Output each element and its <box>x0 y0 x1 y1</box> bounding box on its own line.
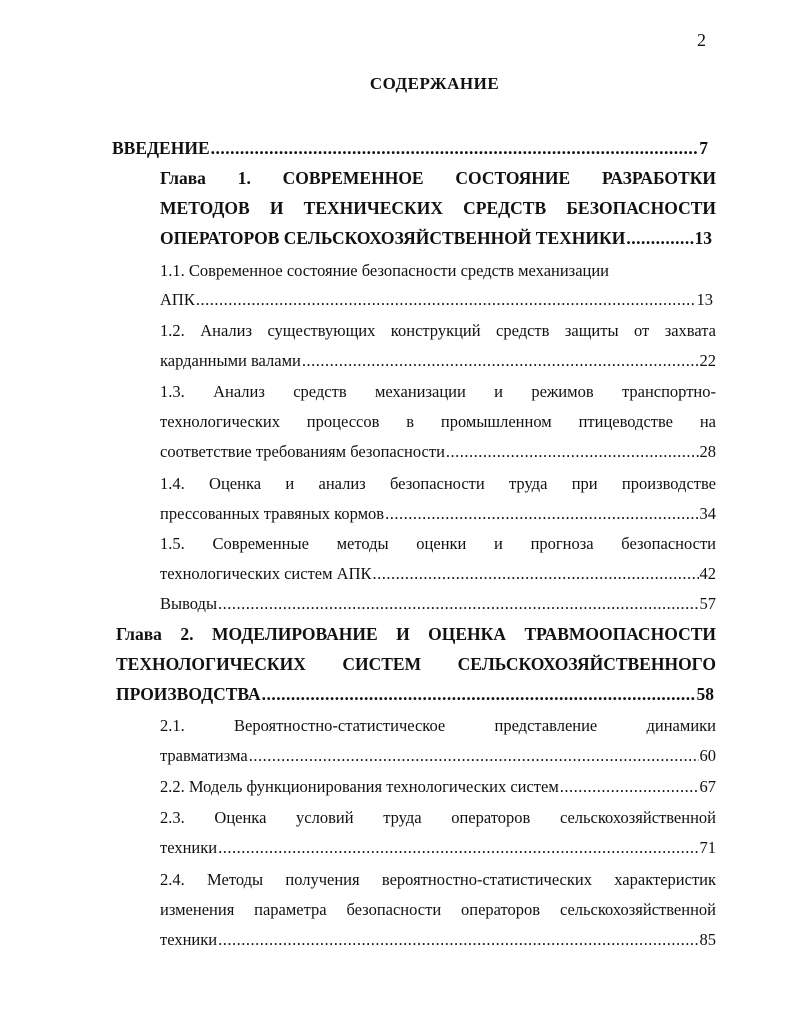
dot-leader <box>385 506 698 523</box>
dot-leader <box>218 840 698 857</box>
section-2-4-line1[interactable]: 2.4. Методы получения вероятностно-статистических характеристик <box>160 870 716 889</box>
chapter2-title-line3[interactable] <box>116 686 714 704</box>
section-1-5-line2[interactable] <box>160 566 716 583</box>
section-1-4-line1[interactable]: 1.4. Оценка и анализ безопасности труда при производстве <box>160 474 716 493</box>
section-1-4-line2[interactable] <box>160 506 716 523</box>
section-2-1-line2[interactable] <box>160 748 716 765</box>
dot-leader <box>218 596 698 613</box>
toc-page: 60 <box>699 746 716 765</box>
toc-page: 13 <box>694 228 712 248</box>
section-2-3-line1[interactable]: 2.3. Оценка условий труда операторов сельскохозяйственной <box>160 808 716 827</box>
toc-page: 57 <box>699 594 716 613</box>
dot-leader <box>446 444 699 461</box>
toc-page: 85 <box>699 930 716 949</box>
dot-leader <box>626 230 693 248</box>
toc-page: 34 <box>699 504 716 523</box>
toc-label: ОПЕРАТОРОВ СЕЛЬСКОХОЗЯЙСТВЕННОЙ ТЕХНИКИ <box>160 228 626 248</box>
dot-leader <box>560 779 699 796</box>
chapter1-title-line2[interactable]: МЕТОДОВ И ТЕХНИЧЕСКИХ СРЕДСТВ БЕЗОПАСНОСТИ <box>160 198 716 218</box>
toc-label: 2.2. Модель функционирования технологических систем <box>160 777 559 796</box>
toc-page: 71 <box>699 838 716 857</box>
section-1-2-line2[interactable] <box>160 353 716 370</box>
chapter2-title-line2[interactable]: ТЕХНОЛОГИЧЕСКИХ СИСТЕМ СЕЛЬСКОХОЗЯЙСТВЕННОГО <box>116 654 716 674</box>
section-2-4-line3[interactable] <box>160 932 716 949</box>
toc-label: соответствие требованиям безопасности <box>160 442 445 461</box>
chapter2-title-line1[interactable]: Глава 2. МОДЕЛИРОВАНИЕ И ОЦЕНКА ТРАВМООПАСНОСТИ <box>116 624 716 644</box>
toc-label: прессованных травяных кормов <box>160 504 385 523</box>
chapter1-title-line3[interactable] <box>160 230 712 248</box>
toc-label: ВВЕДЕНИЕ <box>112 138 210 158</box>
section-1-2-line1[interactable]: 1.2. Анализ существующих конструкций средств защиты от захвата <box>160 321 716 340</box>
toc-page: 7 <box>699 138 708 158</box>
section-2-1-line1[interactable]: 2.1. Вероятностно-статистическое представление динамики <box>160 716 716 735</box>
section-2-2[interactable] <box>160 779 716 796</box>
toc-page: 22 <box>699 351 716 370</box>
dot-leader <box>373 566 699 583</box>
toc-label: АПК <box>160 290 195 309</box>
toc-label: технологических систем АПК <box>160 564 372 583</box>
toc-label: техники <box>160 838 218 857</box>
dot-leader <box>196 292 696 309</box>
dot-leader <box>249 748 699 765</box>
page-title: СОДЕРЖАНИЕ <box>369 74 500 93</box>
toc-page: 67 <box>699 777 716 796</box>
toc-page: 42 <box>699 564 716 583</box>
section-1-1-line1[interactable]: 1.1. Современное состояние безопасности средств механизации <box>160 261 610 280</box>
toc-intro[interactable] <box>112 140 708 158</box>
toc-label: травматизма <box>160 746 248 765</box>
toc-label: техники <box>160 930 218 949</box>
toc-label: ПРОИЗВОДСТВА <box>116 684 261 704</box>
section-1-3-line2[interactable]: технологических процессов в промышленном птицеводстве на <box>160 412 716 431</box>
toc-label: карданными валами <box>160 351 301 370</box>
dot-leader <box>218 932 698 949</box>
section-1-3-line3[interactable] <box>160 444 716 461</box>
toc-page: 28 <box>699 442 716 461</box>
section-1-3-line1[interactable]: 1.3. Анализ средств механизации и режимов транспортно- <box>160 382 716 401</box>
section-1-1-line2[interactable] <box>160 292 713 309</box>
section-2-3-line2[interactable] <box>160 840 716 857</box>
dot-leader <box>302 353 699 370</box>
toc-conclusions[interactable] <box>160 596 716 613</box>
toc-page: 13 <box>696 290 713 309</box>
toc-label: Выводы <box>160 594 218 613</box>
chapter1-title-line1[interactable]: Глава 1. СОВРЕМЕННОЕ СОСТОЯНИЕ РАЗРАБОТКИ <box>160 168 716 188</box>
section-1-5-line1[interactable]: 1.5. Современные методы оценки и прогноза безопасности <box>160 534 716 553</box>
dot-leader <box>262 686 696 704</box>
page-number: 2 <box>697 30 706 50</box>
section-2-4-line2[interactable]: изменения параметра безопасности операторов сельскохозяйственной <box>160 900 716 919</box>
toc-page: 58 <box>696 684 714 704</box>
dot-leader <box>211 140 699 158</box>
